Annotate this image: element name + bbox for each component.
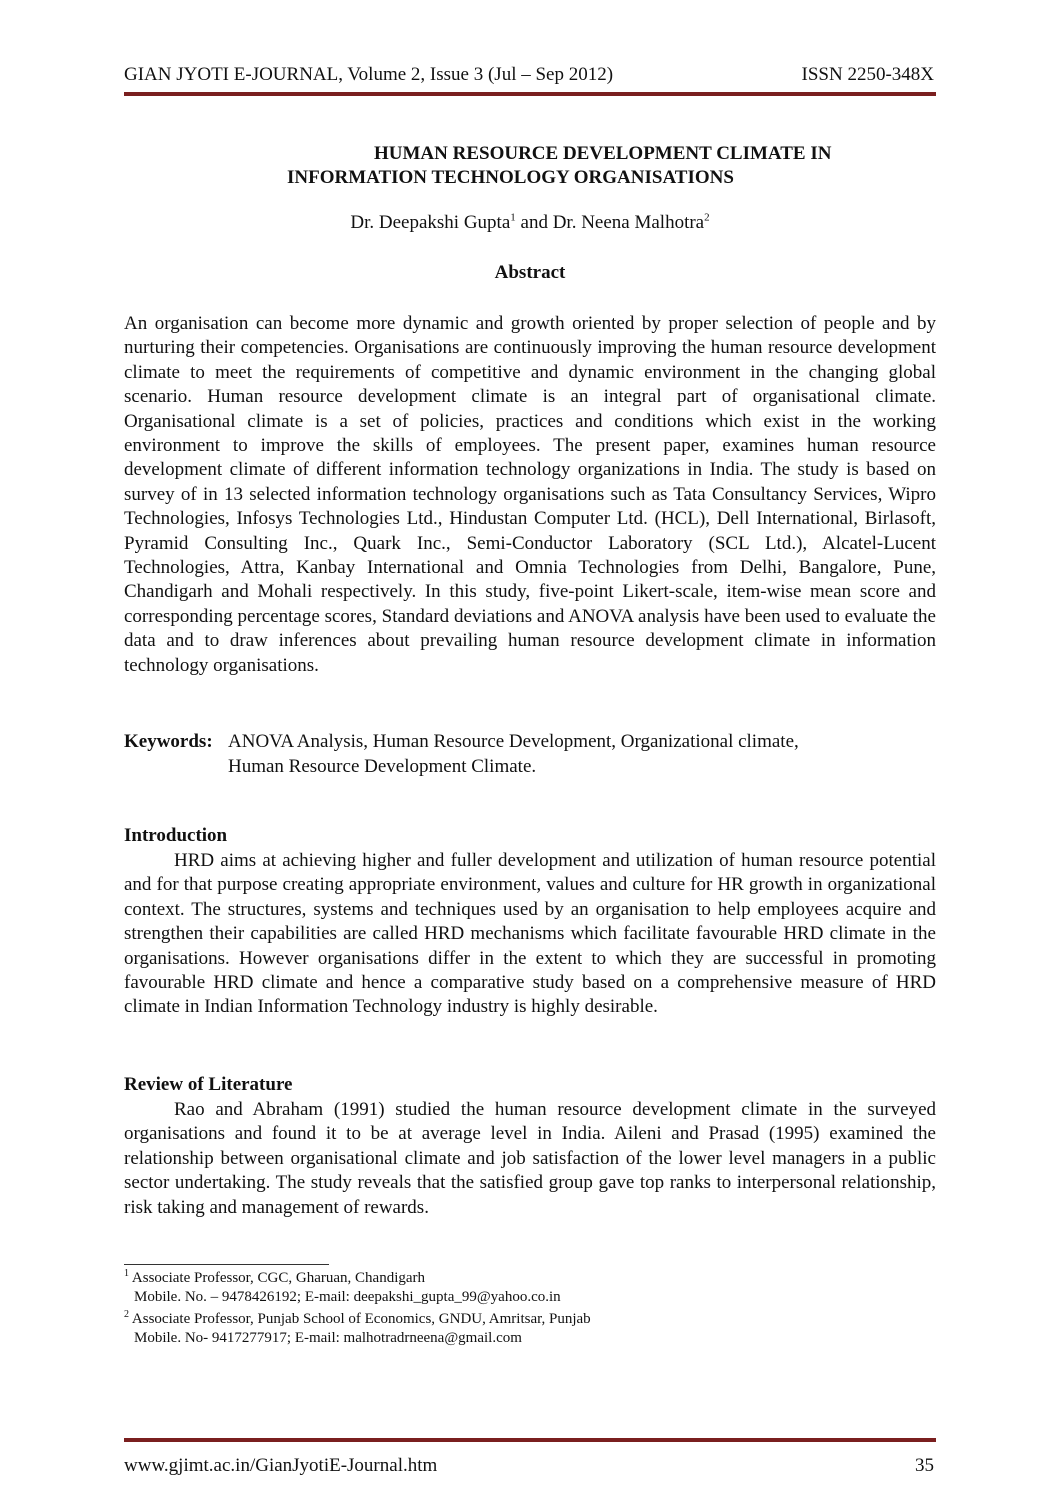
author-conjunction: and <box>515 212 553 233</box>
keywords <box>124 729 936 779</box>
keywords-line-1: ANOVA Analysis, Human Resource Development, Organizational climate, <box>228 731 799 752</box>
author-2-footnote-mark: 2 <box>704 211 710 224</box>
issn: ISSN 2250-348X <box>801 64 934 85</box>
footnote-1-affiliation: Associate Professor, CGC, Gharuan, Chandigarh <box>129 1270 426 1286</box>
keywords-line-2: Human Resource Development Climate. <box>228 756 537 777</box>
authors <box>124 212 936 234</box>
author-1-footnote-mark: 1 <box>510 211 516 224</box>
footnote-1-number: 1 <box>124 1268 129 1279</box>
footnote-2-number: 2 <box>124 1309 129 1320</box>
title-line-2: INFORMATION TECHNOLOGY ORGANISATIONS <box>287 167 734 188</box>
abstract-text: An organisation can become more dynamic and growth oriented by proper selection of people and by nurturing their competencies. Organisations are continuously improving the human resource development climate to meet the requirements of competitive and dynamic environment in the changing global scenario. Human resource development climate is an integral part of organisational climate. Organisational climate is a set of policies, practices and conditions which exist in the working environment to improve the skills of employees. The present paper, examines human resource development climate of different information technology organizations in India. The study is based on survey of in 13 selected information technology organisations such as Tata Consultancy Services, Wipro Technologies, Infosys Technologies Ltd., Hindustan Computer Ltd. (HCL), Dell International, Birlasoft, Pyramid Consulting Inc., Quark Inc., Semi-Conductor Laboratory (SCL Ltd.), Alcatel-Lucent Technologies, Attra, Kanbay International and Omnia Technologies from Delhi, Bangalore, Pune, Chandigarh and Mohali respectively. In this study, five-point Likert-scale, item-wise mean score and corresponding percentage scores, Standard deviations and ANOVA analysis have been used to evaluate the data and to draw inferences about prevailing human resource development climate in information technology organisations. <box>124 313 936 676</box>
footnote-2 <box>124 1310 936 1348</box>
review-heading: Review of Literature <box>124 1074 293 1095</box>
running-header <box>124 64 934 86</box>
introduction-heading: Introduction <box>124 825 228 846</box>
keywords-values <box>228 729 936 779</box>
paper-title <box>124 142 936 190</box>
page-number: 35 <box>915 1455 934 1476</box>
footnote-2-affiliation: Associate Professor, Punjab School of Economics, GNDU, Amritsar, Punjab <box>129 1311 591 1327</box>
footnote-1-contact: Mobile. No. – 9478426192; E-mail: deepakshi_gupta_99@yahoo.co.in <box>134 1289 561 1305</box>
footnote-1 <box>124 1269 936 1307</box>
running-footer <box>124 1455 934 1477</box>
header-rule <box>124 92 936 96</box>
footer-rule <box>124 1438 936 1442</box>
author-1: Dr. Deepakshi Gupta <box>350 212 511 233</box>
review-text: Rao and Abraham (1991) studied the human resource development climate in the surveyed organisations and found it to be at average level in India. Aileni and Prasad (1995) examined the relationship between organisational climate and job satisfaction of the lower level managers in a public sector undertaking. The study reveals that the satisfied group gave top ranks to interpersonal relationship, risk taking and management of rewards. <box>124 1099 936 1218</box>
footnote-2-contact: Mobile. No- 9417277917; E-mail: malhotradrneena@gmail.com <box>134 1330 522 1346</box>
journal-name: GIAN JYOTI E-JOURNAL, Volume 2, Issue 3 (Jul – Sep 2012) <box>124 64 614 85</box>
abstract-heading: Abstract <box>494 262 566 283</box>
footnote-rule <box>124 1264 329 1265</box>
keywords-label: Keywords: <box>124 731 213 752</box>
author-2: Dr. Neena Malhotra <box>552 212 705 233</box>
introduction-text: HRD aims at achieving higher and fuller development and utilization of human resource potential and for that purpose creating appropriate environment, values and culture for HR growth in organizational context. The structures, systems and techniques used by an organisation to help employees acquire and strengthen their capabilities are called HRD mechanisms which facilitate favourable HRD climate in the organisations. However organisations differ in the extent to which they are successful in promoting favourable HRD climate and hence a comparative study based on a comprehensive measure of HRD climate in Indian Information Technology industry is highly desirable. <box>124 850 936 1018</box>
title-line-1: HUMAN RESOURCE DEVELOPMENT CLIMATE IN <box>374 143 832 164</box>
journal-url: www.gjimt.ac.in/GianJyotiE-Journal.htm <box>124 1455 438 1476</box>
